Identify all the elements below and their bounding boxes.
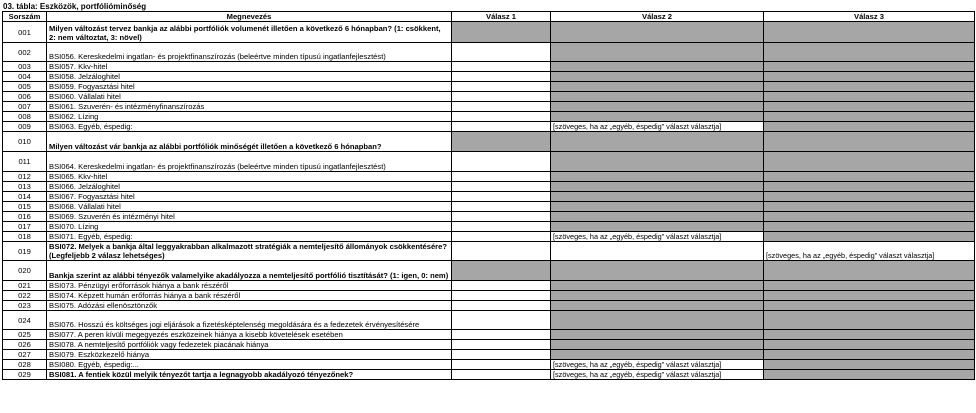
answer-cell-1[interactable] (452, 370, 551, 380)
table-row (3, 242, 975, 261)
table-row (3, 43, 975, 62)
row-number: 009 (3, 122, 47, 132)
row-description: BSI070. Lízing (47, 222, 452, 232)
disabled-answer-cell (764, 112, 975, 122)
assets-table (2, 11, 975, 380)
disabled-answer-cell (764, 22, 975, 43)
disabled-answer-cell (764, 222, 975, 232)
row-description: BSI079. Eszközkezelő hiánya (47, 350, 452, 360)
disabled-answer-cell (764, 330, 975, 340)
disabled-answer-cell (452, 132, 551, 152)
disabled-answer-cell (551, 222, 764, 232)
disabled-answer-cell (764, 62, 975, 72)
answer-cell-1[interactable] (452, 152, 551, 172)
disabled-answer-cell (764, 152, 975, 172)
table-row (3, 291, 975, 301)
disabled-answer-cell (452, 22, 551, 43)
row-description: BSI080. Egyéb, éspedig:... (47, 360, 452, 370)
row-number: 025 (3, 330, 47, 340)
table-row (3, 122, 975, 132)
row-description: BSI068. Vállalati hitel (47, 202, 452, 212)
disabled-answer-cell (551, 261, 764, 281)
row-description: BSI058. Jelzáloghitel (47, 72, 452, 82)
answer-cell-1[interactable] (452, 172, 551, 182)
table-row (3, 360, 975, 370)
disabled-answer-cell (551, 22, 764, 43)
answer-cell-1[interactable] (452, 350, 551, 360)
row-description: BSI074. Képzett humán erőforrás hiánya a bank részéről (47, 291, 452, 301)
answer-cell-1[interactable] (452, 291, 551, 301)
disabled-answer-cell (764, 301, 975, 311)
disabled-answer-cell (764, 291, 975, 301)
table-row (3, 22, 975, 43)
row-description: BSI076. Hosszú és költséges jogi eljárások a fizetésképtelenség megoldására és a fedezetek érvényesítésére (47, 311, 452, 330)
table-row (3, 261, 975, 281)
row-description: BSI062. Lízing (47, 112, 452, 122)
disabled-answer-cell (551, 172, 764, 182)
disabled-answer-cell (764, 102, 975, 112)
table-row (3, 182, 975, 192)
row-number: 015 (3, 202, 47, 212)
text-answer-cell-2[interactable]: [szöveges, ha az „egyéb, éspedig” választ választja] (551, 232, 764, 242)
row-number: 013 (3, 182, 47, 192)
table-row (3, 330, 975, 340)
table-row (3, 340, 975, 350)
disabled-answer-cell (764, 202, 975, 212)
disabled-answer-cell (764, 311, 975, 330)
table-row (3, 281, 975, 291)
table-row (3, 311, 975, 330)
row-description: Milyen változást tervez bankja az alábbi portfóliók volumenét illetően a következő 6 hónapban? (1: csökkent, 2: nem változtat, 3: növel) (47, 22, 452, 43)
disabled-answer-cell (764, 350, 975, 360)
row-description: BSI081. A fentiek közül melyik tényezőt tartja a legnagyobb akadályozó tényezőnek? (47, 370, 452, 380)
table-row (3, 350, 975, 360)
disabled-answer-cell (764, 360, 975, 370)
disabled-answer-cell (764, 281, 975, 291)
disabled-answer-cell (764, 212, 975, 222)
table-row (3, 370, 975, 380)
row-number: 026 (3, 340, 47, 350)
disabled-answer-cell (764, 261, 975, 281)
answer-cell-1[interactable] (452, 340, 551, 350)
row-description: BSI057. Kkv-hitel (47, 62, 452, 72)
row-number: 024 (3, 311, 47, 330)
row-description: BSI060. Vállalati hitel (47, 92, 452, 102)
row-number: 004 (3, 72, 47, 82)
disabled-answer-cell (551, 82, 764, 92)
row-number: 022 (3, 291, 47, 301)
disabled-answer-cell (764, 132, 975, 152)
row-number: 029 (3, 370, 47, 380)
table-row (3, 152, 975, 172)
answer-cell-1[interactable] (452, 202, 551, 212)
disabled-answer-cell (551, 350, 764, 360)
header-valasz-3: Válasz 3 (764, 12, 975, 22)
row-description: Bankja szerint az alábbi tényezők valamelyike akadályozza a nemteljesítő portfólió tisztítását? (1: igen, 0: nem) (47, 261, 452, 281)
row-description: Milyen változást vár bankja az alábbi portfóliók minőségét illetően a következő 6 hónapban? (47, 132, 452, 152)
answer-cell-1[interactable] (452, 112, 551, 122)
text-answer-cell-3[interactable]: [szöveges, ha az „egyéb, éspedig” választ választja] (764, 242, 975, 261)
row-description: BSI075. Adózási ellenösztönzők (47, 301, 452, 311)
answer-cell-1[interactable] (452, 43, 551, 62)
answer-cell-2[interactable] (551, 242, 764, 261)
table-row (3, 301, 975, 311)
disabled-answer-cell (551, 72, 764, 82)
row-number: 003 (3, 62, 47, 72)
disabled-answer-cell (452, 261, 551, 281)
header-valasz-2: Válasz 2 (551, 12, 764, 22)
row-number: 005 (3, 82, 47, 92)
disabled-answer-cell (551, 102, 764, 112)
row-description: BSI059. Fogyasztási hitel (47, 82, 452, 92)
answer-cell-1[interactable] (452, 222, 551, 232)
disabled-answer-cell (551, 182, 764, 192)
disabled-answer-cell (551, 43, 764, 62)
row-number: 017 (3, 222, 47, 232)
answer-cell-1[interactable] (452, 72, 551, 82)
disabled-answer-cell (551, 202, 764, 212)
answer-cell-1[interactable] (452, 102, 551, 112)
row-number: 019 (3, 242, 47, 261)
table-row (3, 222, 975, 232)
row-number: 028 (3, 360, 47, 370)
answer-cell-1[interactable] (452, 62, 551, 72)
table-row (3, 92, 975, 102)
row-description: BSI069. Szuverén és intézményi hitel (47, 212, 452, 222)
disabled-answer-cell (551, 291, 764, 301)
row-number: 021 (3, 281, 47, 291)
table-row (3, 232, 975, 242)
table-row (3, 112, 975, 122)
header-valasz-1: Válasz 1 (452, 12, 551, 22)
row-number: 001 (3, 22, 47, 43)
row-description: BSI078. A nemteljesítő portfóliók vagy fedezetek piacának hiánya (47, 340, 452, 350)
answer-cell-1[interactable] (452, 192, 551, 202)
row-description: BSI067. Fogyasztási hitel (47, 192, 452, 202)
disabled-answer-cell (551, 192, 764, 202)
disabled-answer-cell (551, 340, 764, 350)
text-answer-cell-2[interactable]: [szöveges, ha az „egyéb, éspedig” választ választja] (551, 370, 764, 380)
disabled-answer-cell (551, 62, 764, 72)
table-row (3, 212, 975, 222)
row-number: 027 (3, 350, 47, 360)
row-number: 010 (3, 132, 47, 152)
disabled-answer-cell (764, 370, 975, 380)
row-number: 012 (3, 172, 47, 182)
answer-cell-1[interactable] (452, 122, 551, 132)
header-row (3, 12, 975, 22)
disabled-answer-cell (764, 92, 975, 102)
answer-cell-1[interactable] (452, 281, 551, 291)
table-title: 03. tábla: Eszközök, portfólióminőség (3, 2, 147, 11)
answer-cell-1[interactable] (452, 92, 551, 102)
row-description: BSI072. Melyek a bankja által leggyakrabban alkalmazott stratégiák a nemteljesítő állományok csökkentésére? (Legfeljebb 2 válasz lehetséges) (47, 242, 452, 261)
row-description: BSI065. Kkv-hitel (47, 172, 452, 182)
table-row (3, 82, 975, 92)
row-number: 014 (3, 192, 47, 202)
disabled-answer-cell (551, 311, 764, 330)
row-number: 023 (3, 301, 47, 311)
row-number: 020 (3, 261, 47, 281)
header-sorszam: Sorszám (3, 12, 47, 22)
disabled-answer-cell (551, 330, 764, 340)
answer-cell-1[interactable] (452, 182, 551, 192)
row-description: BSI073. Pénzügyi erőforrások hiánya a bank részéről (47, 281, 452, 291)
disabled-answer-cell (551, 281, 764, 291)
row-description: BSI066. Jelzáloghitel (47, 182, 452, 192)
row-description: BSI071. Egyéb, éspedig: (47, 232, 452, 242)
table-row (3, 72, 975, 82)
disabled-answer-cell (764, 192, 975, 202)
row-description: BSI056. Kereskedelmi ingatlan- és projektfinanszírozás (beleértve minden típusú ingatlanfejlesztést) (47, 43, 452, 62)
table-body (3, 22, 975, 380)
row-number: 008 (3, 112, 47, 122)
disabled-answer-cell (764, 172, 975, 182)
table-row (3, 202, 975, 212)
row-number: 007 (3, 102, 47, 112)
header-megnevezes: Megnevezés (47, 12, 452, 22)
disabled-answer-cell (551, 301, 764, 311)
table-row (3, 102, 975, 112)
row-description: BSI064. Kereskedelmi ingatlan- és projektfinanszírozás (beleértve minden típusú ingatlanfejlesztést) (47, 152, 452, 172)
disabled-answer-cell (551, 212, 764, 222)
row-number: 006 (3, 92, 47, 102)
answer-cell-1[interactable] (452, 232, 551, 242)
disabled-answer-cell (764, 43, 975, 62)
disabled-answer-cell (551, 132, 764, 152)
answer-cell-1[interactable] (452, 82, 551, 92)
row-description: BSI063. Egyéb, éspedig: (47, 122, 452, 132)
row-description: BSI061. Szuverén- és intézményfinanszírozás (47, 102, 452, 112)
row-description: BSI077. A peren kívüli megegyezés eszközeinek hiánya a kisebb követelések esetében (47, 330, 452, 340)
disabled-answer-cell (551, 92, 764, 102)
table-row (3, 62, 975, 72)
disabled-answer-cell (551, 112, 764, 122)
answer-cell-1[interactable] (452, 212, 551, 222)
text-answer-cell-2[interactable]: [szöveges, ha az „egyéb, éspedig” választ választja] (551, 122, 764, 132)
answer-cell-1[interactable] (452, 242, 551, 261)
disabled-answer-cell (764, 82, 975, 92)
row-number: 011 (3, 152, 47, 172)
disabled-answer-cell (764, 340, 975, 350)
table-row (3, 192, 975, 202)
answer-cell-1[interactable] (452, 360, 551, 370)
answer-cell-1[interactable] (452, 301, 551, 311)
disabled-answer-cell (551, 152, 764, 172)
row-number: 018 (3, 232, 47, 242)
disabled-answer-cell (764, 72, 975, 82)
row-number: 016 (3, 212, 47, 222)
disabled-answer-cell (764, 232, 975, 242)
answer-cell-1[interactable] (452, 311, 551, 330)
row-number: 002 (3, 43, 47, 62)
text-answer-cell-2[interactable]: [szöveges, ha az „egyéb, éspedig” választ választja] (551, 360, 764, 370)
table-row (3, 132, 975, 152)
disabled-answer-cell (764, 122, 975, 132)
table-row (3, 172, 975, 182)
answer-cell-1[interactable] (452, 330, 551, 340)
disabled-answer-cell (764, 182, 975, 192)
